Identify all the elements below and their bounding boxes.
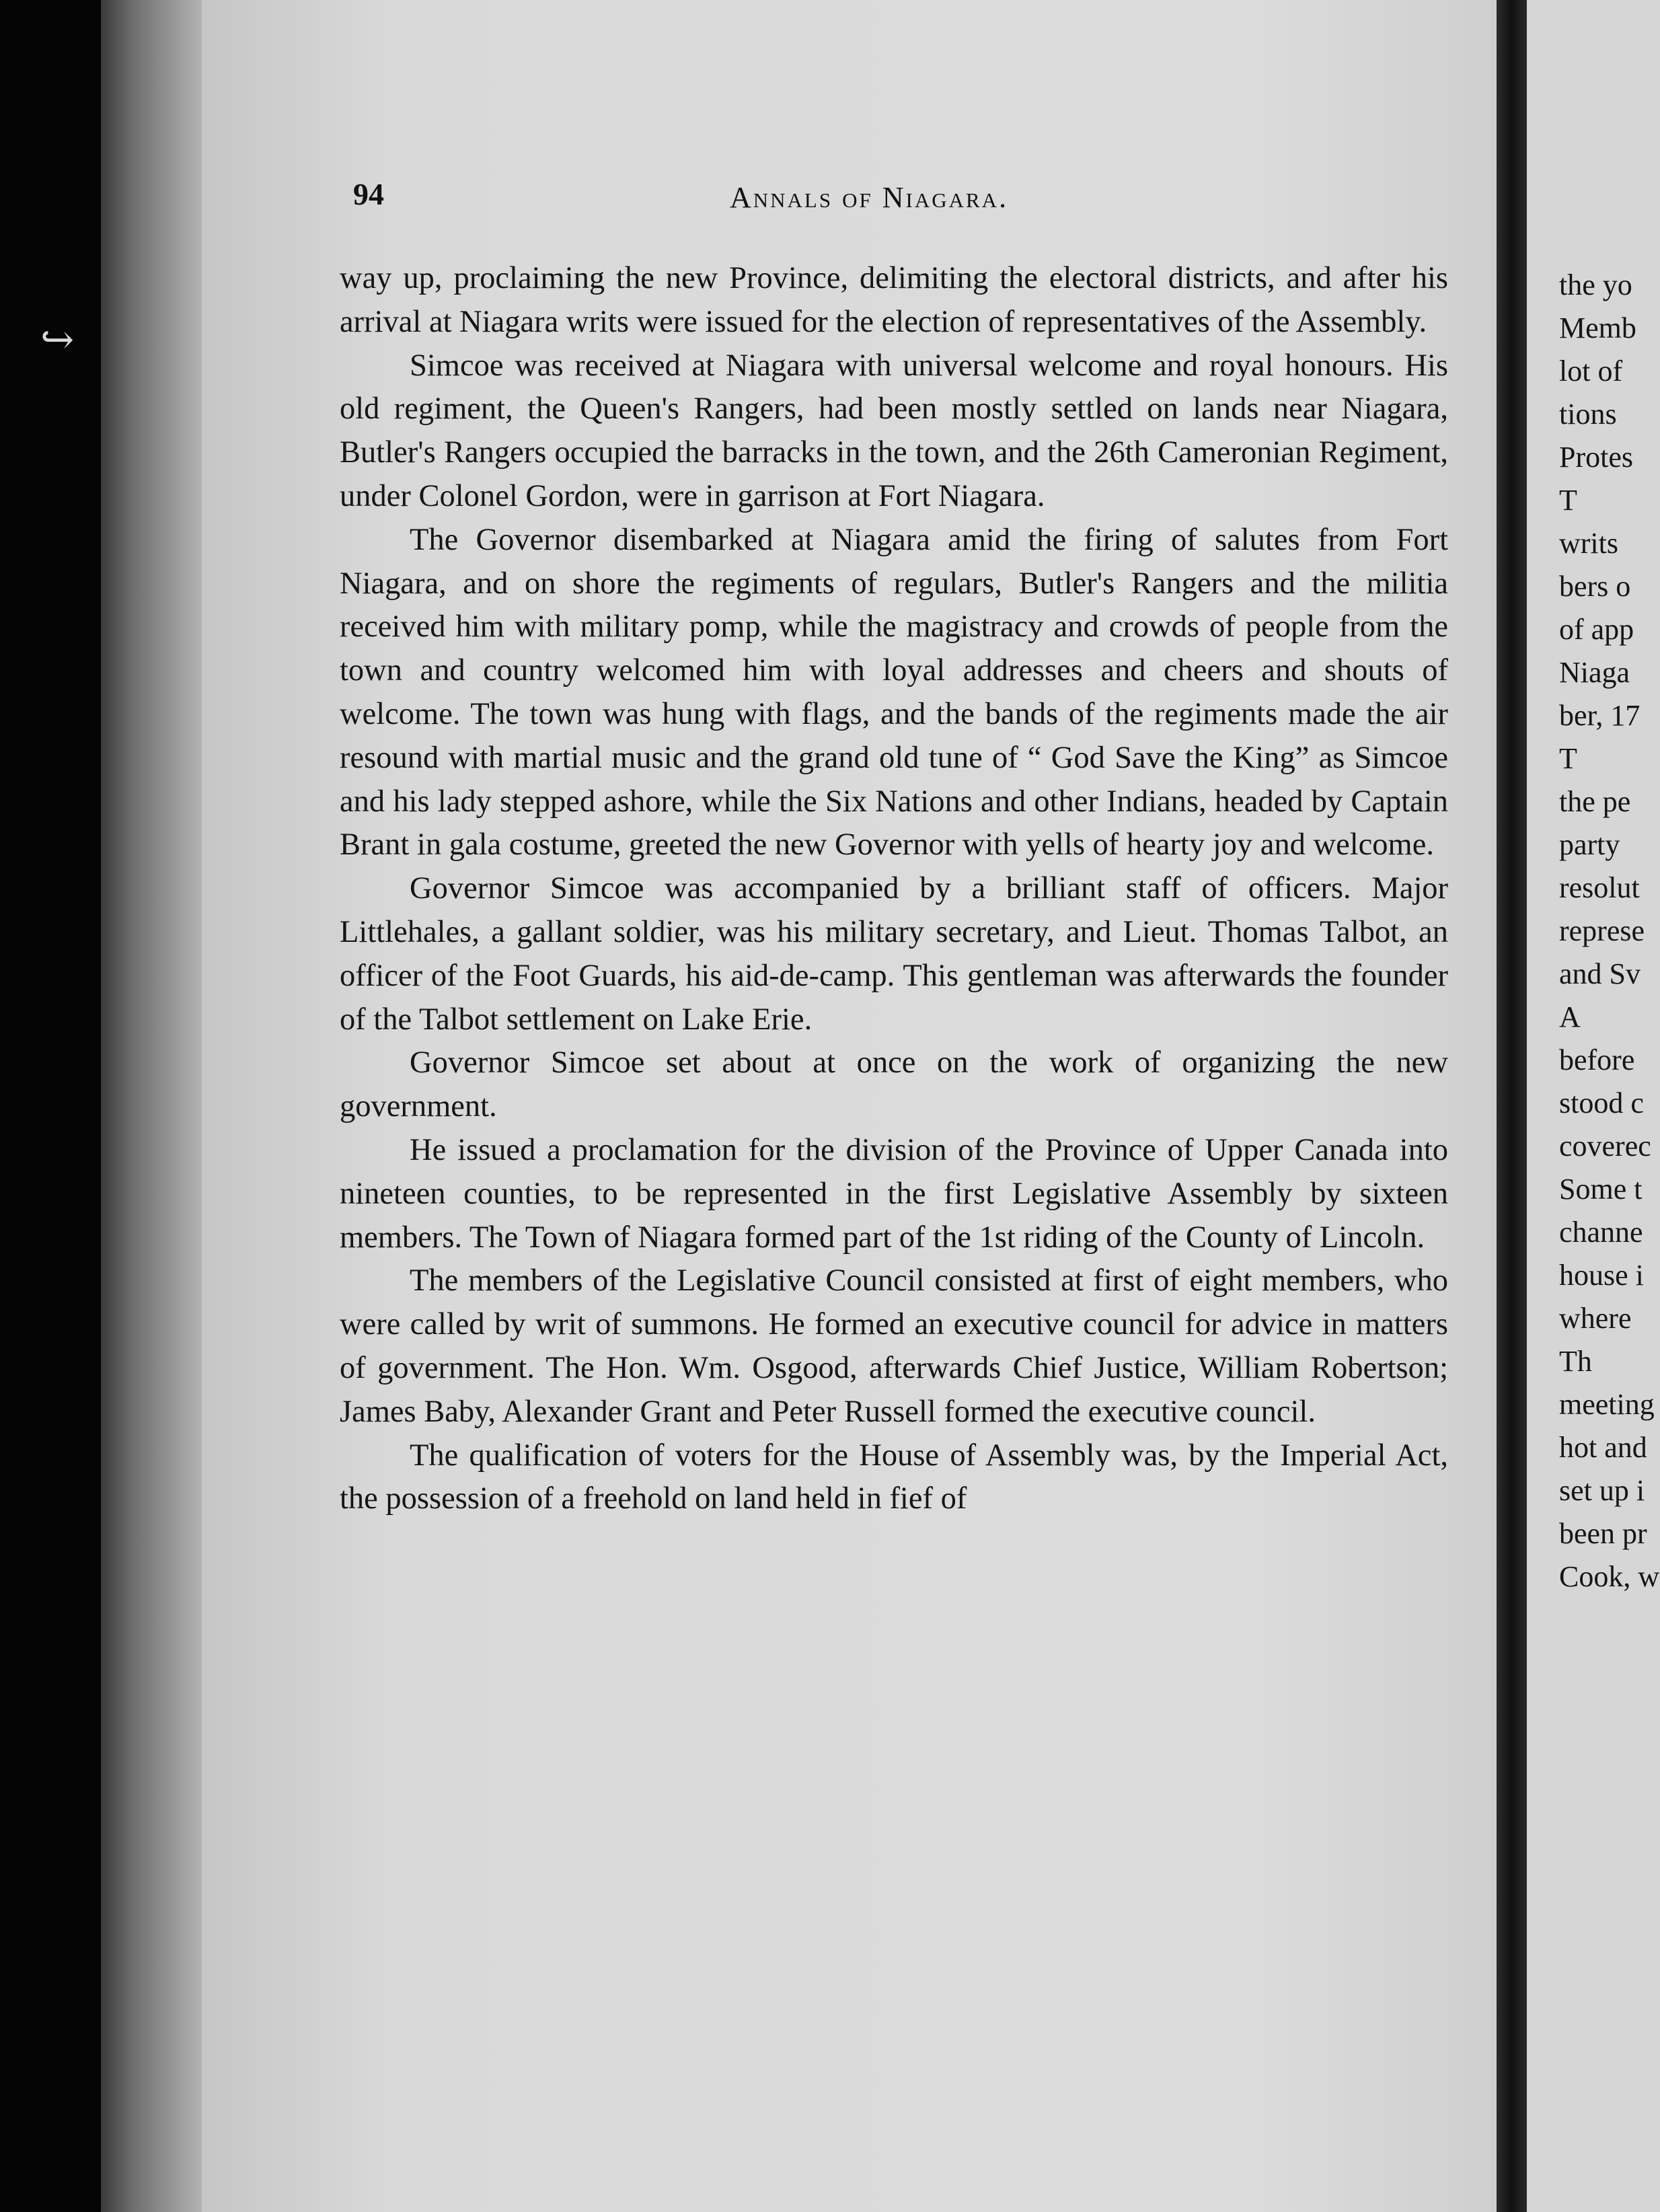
paragraph: way up, proclaiming the new Province, delimiting the electoral districts, and after his arrival at Niagara writs were issued for the election of representatives of the Assembly.: [340, 261, 1448, 339]
paragraph: The members of the Legislative Council consisted at first of eight members, who were called by writ of summons. He formed an executive council for advice in matters of government. The Hon. Wm. Osgood, afterwards Chief Justice, William Robertson; James Baby, Alexander Grant and Peter Russell formed the executive council.: [340, 1263, 1448, 1429]
paragraph: The Governor disembarked at Niagara amid the firing of salutes from Fort Niagara, and on shore the regiments of regulars, Butler's Rangers and the militia received him with military pomp, while the magistracy and crowds of people from the town and country welcomed him with loyal addresses and cheers and shouts of welcome. The town was hung with flags, and the bands of the regiments made the air resound with martial music and the grand old tune of “ God Save the King” as Simcoe and his lady stepped ashore, while the Six Nations and other Indians, headed by Captain Brant in gala costume, greeted the new Governor with yells of hearty joy and welcome.: [340, 522, 1448, 862]
facing-page-line: tions: [1559, 398, 1617, 431]
facing-page-line: stood c: [1559, 1086, 1644, 1119]
page-number: 94: [353, 177, 384, 211]
facing-page-line: Th: [1559, 1345, 1592, 1378]
facing-page-line: the yo: [1559, 268, 1632, 301]
facing-page-line: Protes: [1559, 441, 1633, 474]
facing-page-line: Niaga: [1559, 656, 1630, 689]
scan-artifact-mark: ↪: [40, 318, 75, 362]
facing-page-line: Memb: [1559, 311, 1636, 344]
paragraph: Governor Simcoe was accompanied by a brilliant staff of officers. Major Littlehales, a gallant soldier, was his military secretary, and Lieut. Thomas Talbot, an officer of the Foot Guards, his aid-de-camp. This gentleman was afterwards the founder of the Talbot settlement on Lake Erie.: [340, 871, 1448, 1037]
facing-page-line: channe: [1559, 1216, 1643, 1249]
paragraph: Simcoe was received at Niagara with universal welcome and royal honours. His old regiment, the Queen's Rangers, had been mostly settled on lands near Niagara, Butler's Rangers occupied the barracks in the town, and the 26th Cameronian Regiment, under Colonel Gordon, were in garrison at Fort Niagara.: [340, 348, 1448, 513]
facing-page-line: meeting: [1559, 1388, 1655, 1421]
facing-page-line: of app: [1559, 613, 1634, 646]
facing-page-line: set up i: [1559, 1474, 1645, 1507]
facing-page-line: bers o: [1559, 570, 1631, 603]
paragraph: He issued a proclamation for the division of the Province of Upper Canada into nineteen counties, to be represented in the first Legislative Assembly by sixteen members. The Town of Niagara formed part of the 1st riding of the County of Lincoln.: [340, 1132, 1448, 1255]
facing-page-line: T: [1559, 484, 1577, 517]
paragraph: Governor Simcoe set about at once on the work of organizing the new government.: [340, 1045, 1448, 1124]
book-page-edge: [101, 0, 209, 2212]
book-gutter: [1497, 0, 1527, 2212]
facing-page-line: writs: [1559, 527, 1618, 560]
paragraph: The qualification of voters for the House of Assembly was, by the Imperial Act, the possession of a freehold on land held in fief of: [340, 1438, 1448, 1516]
facing-page-line: represe: [1559, 914, 1645, 947]
facing-page-line: where: [1559, 1302, 1632, 1335]
facing-page-line: been pr: [1559, 1517, 1647, 1550]
facing-page-line: A: [1559, 1000, 1581, 1033]
facing-page-text: [1559, 264, 1659, 1598]
facing-page-line: the pe: [1559, 785, 1631, 818]
facing-page-line: and Sv: [1559, 957, 1640, 990]
facing-page-line: Cook, w: [1559, 1560, 1660, 1593]
facing-page-line: lot of: [1559, 355, 1623, 388]
facing-page-line: ber, 17: [1559, 699, 1640, 732]
facing-page-line: party: [1559, 828, 1620, 861]
body-text: [340, 257, 1448, 1521]
facing-page-line: T: [1559, 742, 1577, 775]
facing-page-line: resolut: [1559, 871, 1640, 904]
facing-page-line: coverec: [1559, 1130, 1651, 1163]
facing-page-line: Some t: [1559, 1173, 1643, 1206]
facing-page-line: house i: [1559, 1259, 1644, 1292]
facing-page-line: before: [1559, 1043, 1635, 1076]
facing-page-line: hot and: [1559, 1431, 1647, 1464]
running-head: Annals of Niagara.: [730, 181, 1009, 214]
